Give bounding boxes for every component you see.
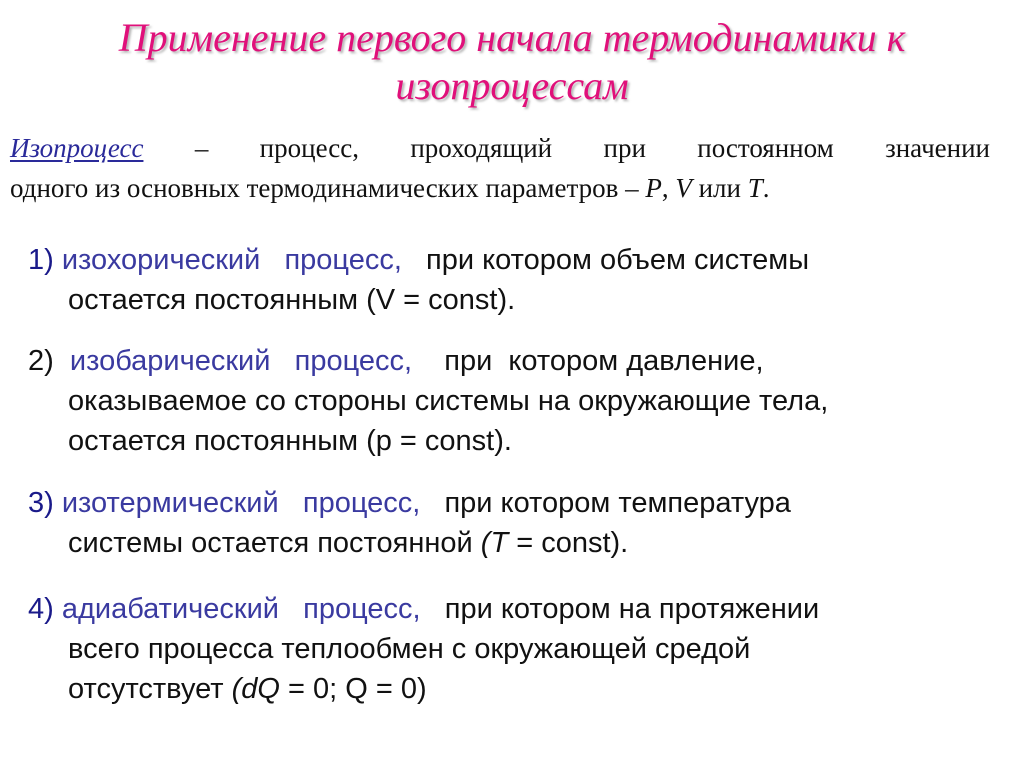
item-text: остается постоянным (p = const).: [68, 425, 512, 457]
definition-paragraph: [10, 128, 990, 208]
item-text: при котором объем системы: [401, 244, 810, 276]
item-number: 2): [28, 345, 54, 377]
var-t: T: [490, 527, 509, 559]
item-number: 1): [28, 244, 54, 276]
definition-term: Изопроцесс: [10, 133, 144, 163]
item-number: 4): [28, 593, 54, 625]
definition-word: проходящий: [410, 133, 553, 163]
definition-word: значении: [885, 133, 990, 163]
definition-text: одного из основных термодинамических параметров –: [10, 173, 646, 203]
or-word: или: [691, 173, 748, 203]
definition-line-2: [10, 168, 990, 208]
list-item-isobaric: [28, 341, 988, 461]
item-text: всего процесса теплообмен с окружающей средой: [68, 633, 751, 665]
item-text: при котором давление,: [412, 345, 764, 377]
slide-title: [20, 14, 1004, 110]
param-v: V: [675, 173, 692, 203]
list-item-isochoric: [28, 240, 988, 320]
period: .: [762, 173, 770, 203]
item-text: остается постоянным (V = const).: [68, 284, 516, 316]
process-name: изобарический процесс,: [69, 345, 413, 377]
item-text: = const).: [508, 527, 629, 559]
definition-word: процесс,: [259, 133, 359, 163]
process-name: изотермический процесс,: [61, 487, 421, 519]
item-text: отсутствует: [68, 673, 232, 705]
list-item-isothermal: [28, 483, 988, 563]
param-p: P: [645, 173, 662, 203]
process-name: изохорический процесс,: [61, 244, 402, 276]
definition-word: –: [194, 133, 209, 163]
definition-word: постоянном: [697, 133, 834, 163]
item-text: оказываемое со стороны системы на окружающие тела,: [68, 385, 829, 417]
separator: ,: [661, 173, 676, 203]
definition-word: при: [603, 133, 646, 163]
item-number: 3): [28, 487, 54, 519]
process-name: адиабатический процесс,: [61, 593, 421, 625]
item-text: = 0; Q = 0): [279, 673, 427, 705]
list-item-adiabatic: [28, 589, 988, 709]
item-text: при котором на протяжении: [420, 593, 820, 625]
item-text: при котором температура: [420, 487, 791, 519]
paren: (: [480, 527, 491, 559]
title-line-2: изопроцессам: [395, 63, 629, 108]
title-line-1: Применение первого начала термодинамики к: [118, 15, 906, 60]
definition-line-1: [10, 128, 990, 168]
param-t: T: [747, 173, 763, 203]
item-text: системы остается постоянной: [68, 527, 481, 559]
var-dq: (dQ: [231, 673, 280, 705]
